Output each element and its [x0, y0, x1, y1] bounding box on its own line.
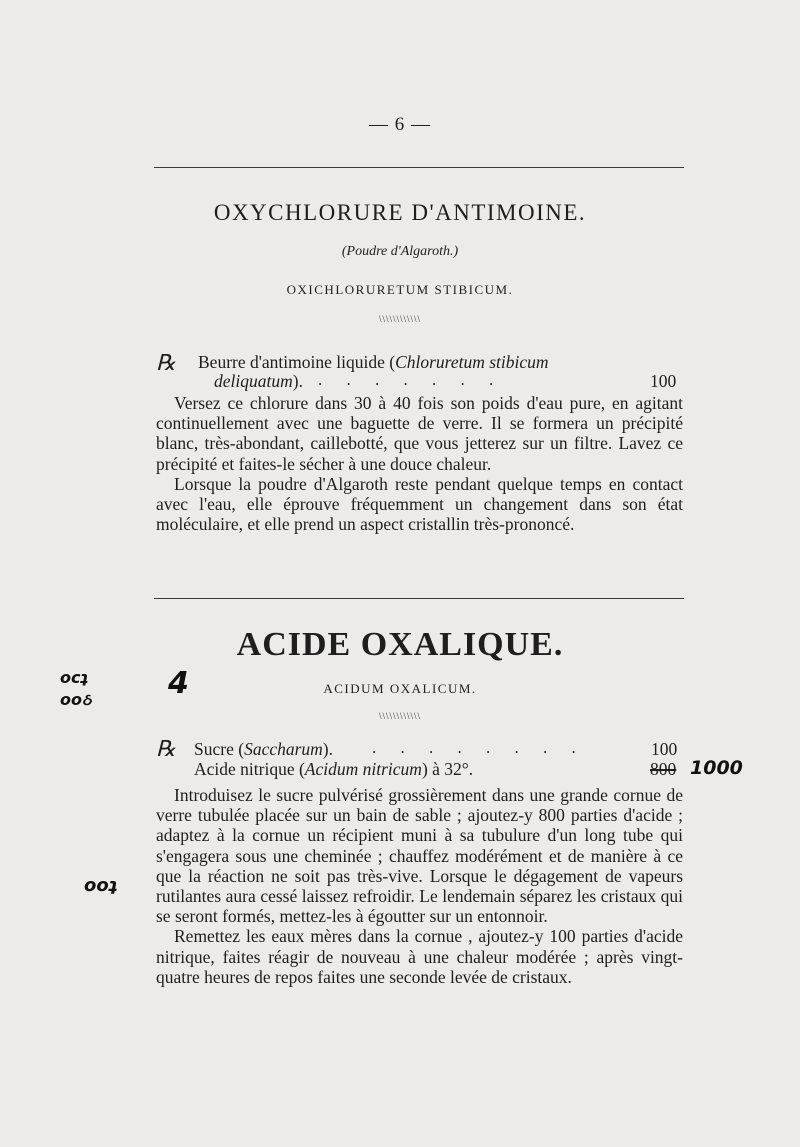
ingredient-latin-cont: deliquatum — [214, 371, 293, 391]
paragraph: Remettez les eaux mères dans la cornue , ajoutez-y 100 parties d'acide nitrique, faites réagir de nouveau à une chaleur modérée ; après vingt-quatre heures de repos faites une seconde levée de cristaux. — [156, 926, 683, 987]
section-rule — [154, 598, 684, 599]
margin-note: ocʇ — [60, 668, 89, 687]
latin-close: ). — [292, 371, 303, 391]
recipe-ingredient-line-2 — [214, 371, 303, 391]
recipe-ingredient-line — [198, 352, 549, 372]
ingredient-name: Sucre — [194, 739, 234, 759]
paragraph: Lorsque la poudre d'Algaroth reste pendant quelque temps en contact avec l'eau, elle éprouve fréquemment un changement dans son état moléculaire, et elle prend un aspect cristallin très-prononcé. — [156, 473, 683, 535]
leader-dots: . . . . . . . — [318, 370, 504, 389]
latin-open: ( — [389, 352, 396, 372]
section-title-oxychlorure: OXYCHLORURE D'ANTIMOINE. — [213, 200, 587, 225]
recipe-symbol: ℞ — [156, 736, 176, 761]
section2-body — [156, 785, 683, 987]
margin-note: ooઠ — [60, 690, 92, 709]
section-subtitle: (Poudre d'Algaroth.) — [341, 244, 459, 259]
paragraph: Introduisez le sucre pulvérisé grossièrement dans une grande cornue de verre tubulée placée sur un bain de sable ; ajoutez-y 800 parties d'acide ; adaptez à la cornue un récipient muni à sa tubulure d'un long tube qui s'engagera sous une cheminée ; chauffez modérément et de manière à ce que la réaction ne soit pas très-vive. Lorsque le dégagement de vapeurs rutilantes aura cessé laissez refroidir. Le lendemain séparez les cristaux qui se seront formés, mettez-les à égoutter sur un entonnoir. — [156, 785, 683, 927]
section-latin-name: OXICHLORURETUM STIBICUM. — [286, 282, 514, 297]
section-title-acide-oxalique: ACIDE OXALIQUE. — [236, 626, 564, 663]
ornament-divider: \\\\\\\\\\\\ — [378, 711, 421, 721]
ingredient-name: Acide nitrique — [194, 759, 295, 779]
recipe-line-sucre: Sucre (Saccharum). — [194, 739, 333, 759]
ingredient-quantity: 100 — [650, 371, 677, 391]
section-latin-name: ACIDUM OXALICUM. — [323, 681, 477, 696]
paragraph: Versez ce chlorure dans 30 à 40 fois son poids d'eau pure, en agitant continuellement avec une baguette de verre. Il se formera un précipité blanc, très-abondant, caillebotté, que vous jetterez sur un filtre. Lavez ce précipité et faites-le sécher à une douce chaleur. — [156, 393, 683, 474]
ingredient-quantity: 100 — [651, 739, 678, 759]
concentration: à 32°. — [432, 759, 474, 779]
margin-mark: 4 — [168, 666, 189, 701]
ingredient-latin: Saccharum — [244, 739, 323, 759]
ingredient-name: Beurre d'antimoine liquide — [198, 352, 385, 372]
leader-dots: . . . . . . . . — [372, 738, 586, 757]
struck-quantity: 800 — [650, 759, 677, 779]
page-number: — 6 — — [369, 114, 431, 135]
header-rule — [154, 167, 684, 168]
section1-body — [156, 393, 683, 534]
recipe-symbol: ℞ — [156, 350, 176, 375]
margin-note: ooʇ — [84, 875, 118, 896]
ornament-divider: \\\\\\\\\\\\ — [378, 314, 421, 324]
ingredient-latin: Acidum nitricum — [304, 759, 422, 779]
recipe-line-acide-nitrique: Acide nitrique (Acidum nitricum) à 32°. — [194, 759, 474, 779]
ingredient-latin: Chloruretum stibicum — [395, 352, 549, 372]
handwritten-quantity: 1000 — [690, 757, 743, 779]
